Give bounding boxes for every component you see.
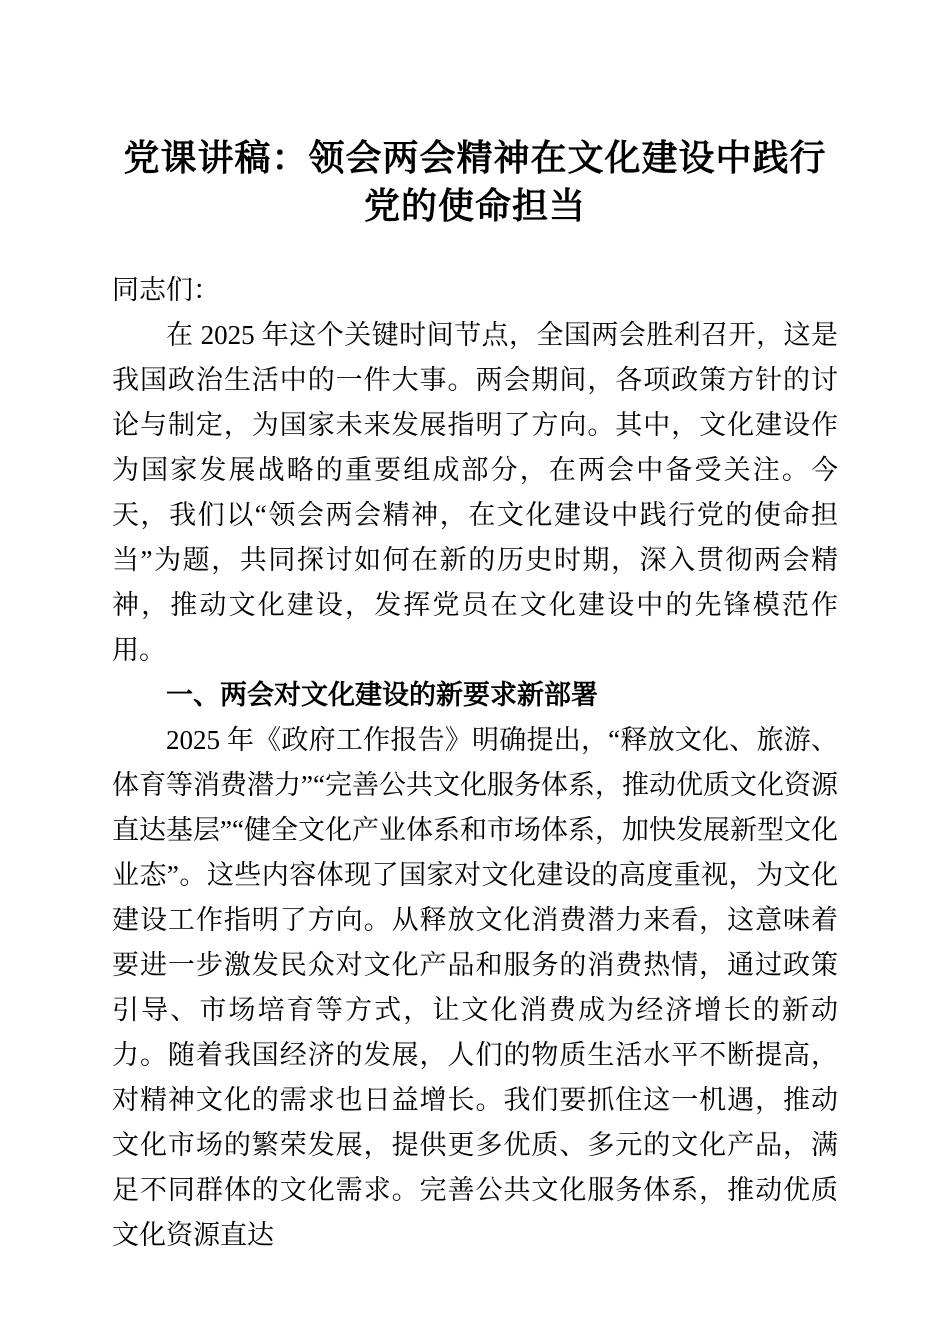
paragraph-intro: 在 2025 年这个关键时间节点，全国两会胜利召开，这是我国政治生活中的一件大事。两会期间，各项政策方针的讨论与制定，为国家未来发展指明了方向。其中，文化建设作为国家发展战略的重要组成部分，在两会中备受关注。今天，我们以“领会两会精神，在文化建设中践行党的使命担当”为题，共同探讨如何在新的历史时期，深入贯彻两会精神，推动文化建设，发挥党员在文化建设中的先锋模范作用。 [112, 320, 838, 665]
paragraph-section-1: 2025 年《政府工作报告》明确提出，“释放文化、旅游、体育等消费潜力”“完善公共文化服务体系，推动优质文化资源直达基层”“健全文化产业体系和市场体系，加快发展新型文化业态”。这些内容体现了国家对文化建设的高度重视，为文化建设工作指明了方向。从释放文化消费潜力来看，这意味着要进一步激发民众对文化产品和服务的消费热情，通过政策引导、市场培育等方式，让文化消费成为经济增长的新动力。随着我国经济的发展，人们的物质生活水平不断提高，对精神文化的需求也日益增长。我们要抓住这一机遇，推动文化市场的繁荣发展，提供更多优质、多元的文化产品，满足不同群体的文化需求。完善公共文化服务体系，推动优质文化资源直达 [112, 725, 838, 1250]
document-title: 党课讲稿：领会两会精神在文化建设中践行党的使命担当 [123, 138, 827, 226]
section-heading-1: 一、两会对文化建设的新要求新部署 [166, 680, 598, 710]
document-body [112, 268, 838, 1258]
salutation: 同志们： [112, 275, 220, 305]
